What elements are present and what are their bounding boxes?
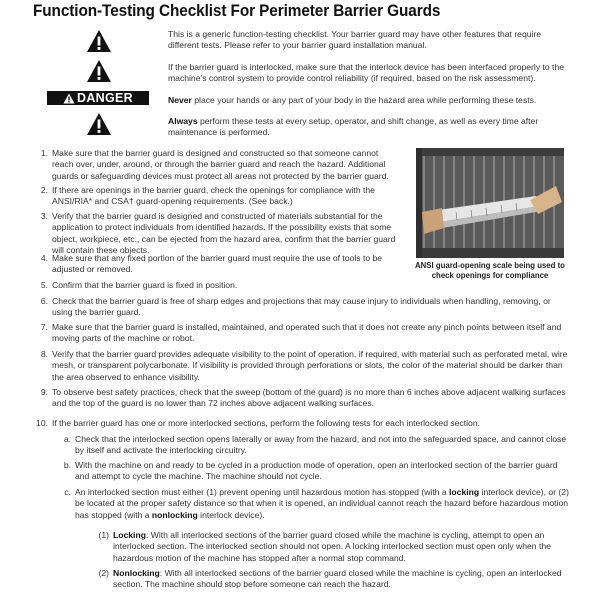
never-paragraph (168, 95, 572, 106)
intro-paragraph: This is a generic function-testing checklist. Your barrier guard may have other features that require different tests. Please refer to your barrier guard installation manual. (168, 29, 542, 51)
always-text: perform these tests at every setup, operator, and shift change, as well as every time after maintenance is performed. (168, 116, 539, 138)
page-title: Function-Testing Checklist For Perimeter Barrier Guards (33, 2, 441, 20)
photo-caption: ANSI guard-opening scale being used to check openings for compliance (415, 261, 565, 280)
warning-triangle-icon (86, 112, 112, 136)
list-item: 4. Make sure that any fixed portion of the barrier guard must require the use of tools to be adjusted or removed. (40, 253, 383, 275)
warning-triangle-icon (63, 93, 75, 104)
never-text: place your hands or any part of your body in the hazard area while performing these tests. (191, 95, 537, 105)
list-item: 9. To observe best safety practices, check that the sweep (bottom of the guard) is no more than 6 inches above adjacent walking surfaces and the top of the guard is no lower than 72 inches above adjacent walking surfaces. (40, 387, 566, 409)
sub-sub-list-item: (2) Nonlocking: With all interlocked sections of the barrier guard closed while the machine is cycling, open an interlocked section. The machine should stop before someone can reach the hazard. (98, 568, 562, 590)
list-item: 6. Check that the barrier guard is free of sharp edges and projections that may cause injury to individuals when handling, removing, or using the barrier guard. (40, 296, 551, 318)
list-item: 7. Make sure that the barrier guard is installed, maintained, and operated such that it does not create any pinch points between itself and moving parts of the machine or robot. (40, 322, 562, 344)
list-item: 1. Make sure that the barrier guard is designed and constructed so that someone cannot reach over, under, around, or through the barrier guard and reach the hazard. Additional guards or safeguarding devices must protect all areas not protected by the barrier guard. (40, 148, 389, 181)
warning-triangle-icon (86, 59, 112, 83)
list-item: 5. Confirm that the barrier guard is fixed in position. (40, 280, 238, 290)
interlock-paragraph: If the barrier guard is interlocked, make sure that the interlock device has been interfaced properly to the machine’s control system to provide control reliability (if required, based on the risk assessment). (168, 62, 565, 84)
list-item: 2. If there are openings in the barrier guard, check the openings for compliance with the ANSI/RIA* and CSA† guard-opening requirements. (See back.) (40, 185, 375, 207)
list-item: 8. Verify that the barrier guard provides adequate visibility to the point of operation, if required, with material such as perforated metal, wire mesh, or transparent polycarbonate. If visibility is provided through perforations or slots, the color of the material should be darker than the area observed to enhance visibility. (40, 349, 568, 382)
danger-banner (47, 91, 149, 105)
guard-opening-scale-photo (416, 148, 564, 258)
danger-label: DANGER (77, 91, 133, 105)
sub-list-item: a. Check that the interlocked section opens laterally or away from the hazard, and not into the safeguarded space, and cannot close by itself and activate the interlocking circuitry. (63, 434, 567, 456)
list-item: 3. Verify that the barrier guard is designed and constructed of materials substantial for the application to protect individuals from identified hazards. If the possibility exists that some object, workpiece, etc., can be ejected from the hazard area, confirm that the barrier guard will contain these objects. (40, 211, 396, 256)
sub-list-item: c. An interlocked section must either (1) prevent opening until hazardous motion has stopped (with a locking interlock device), or (2) be located at the proper safety distance so that when it is opened, an individual cannot reach the hazard before hazardous motion has stopped (with a nonlocking interlock device). (64, 487, 569, 520)
always-paragraph (168, 116, 572, 138)
always-label: Always (168, 116, 198, 126)
sub-list-item: b. With the machine on and ready to be cycled in a production mode of operation, open an interlocked section of the barrier guard and attempt to cycle the machine. The machine should not cycle. (63, 460, 558, 482)
list-item: 10. If the barrier guard has one or more interlocked sections, perform the following tests for each interlocked section. (36, 418, 480, 428)
never-label: Never (168, 95, 192, 105)
warning-triangle-icon (86, 29, 112, 53)
sub-sub-list-item: (1) Locking: With all interlocked sections of the barrier guard closed while the machine is cycling, attempt to open an interlocked section. The interlocked section should not open. A locking interlocked section must open only when the hazardous motion of the machine has stopped after a normal stop command. (98, 530, 551, 563)
